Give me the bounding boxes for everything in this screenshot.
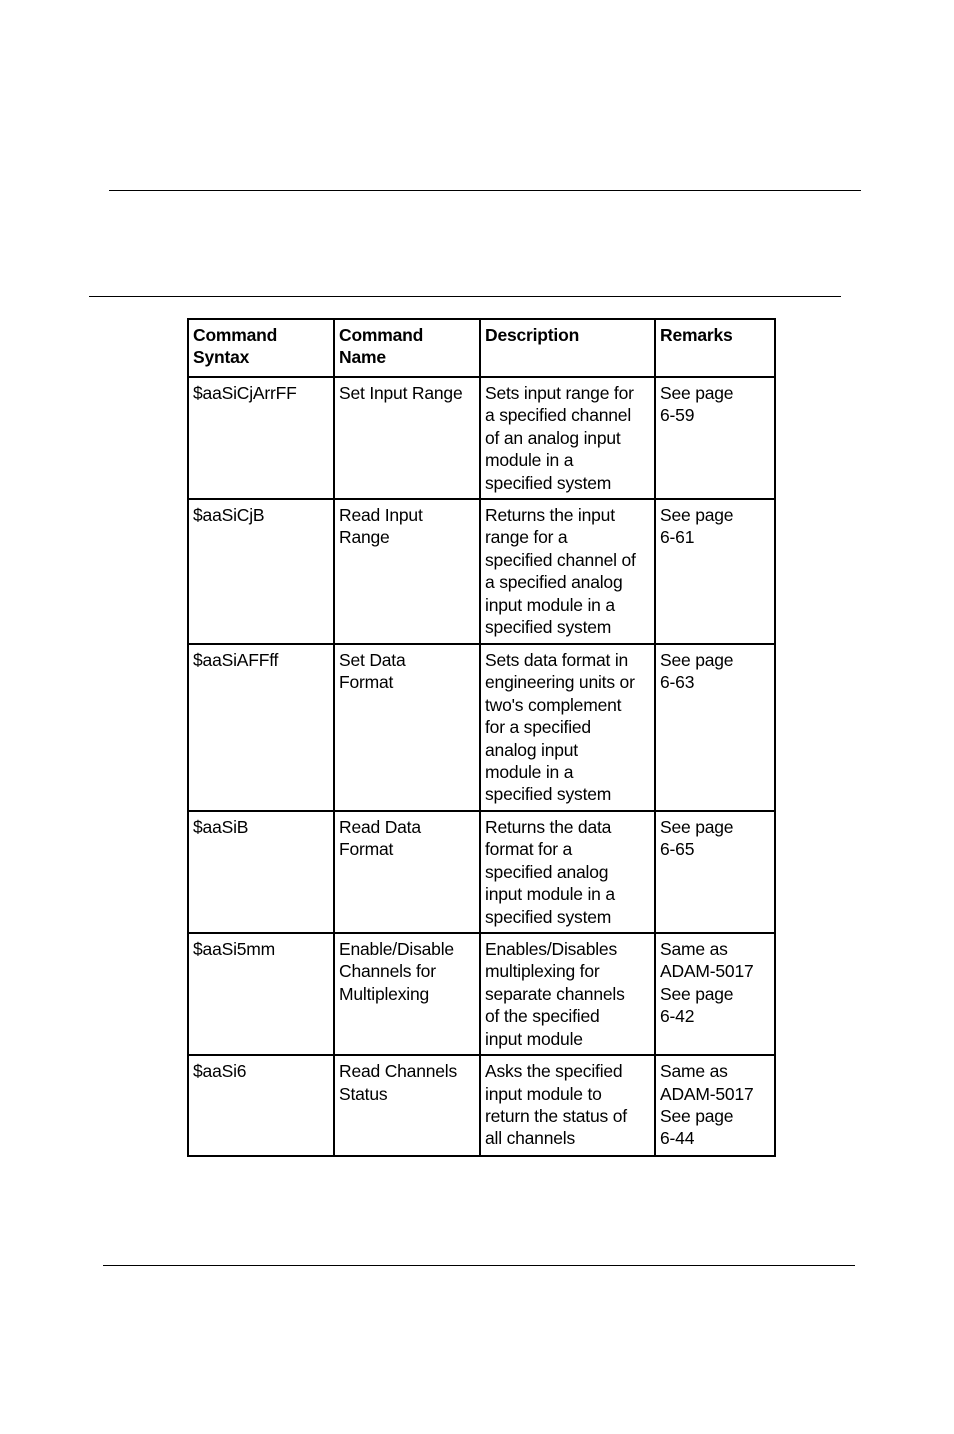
column-header-command-syntax: Command Syntax: [188, 319, 334, 377]
command-syntax-cell: $aaSiCjB: [188, 499, 334, 644]
description-cell: Sets data format in engineering units or two's complement for a specified analog input module in a specified system: [480, 644, 655, 811]
description-cell: Returns the data format for a specified analog input module in a specified system: [480, 811, 655, 933]
command-name-cell: Read Data Format: [334, 811, 480, 933]
table-row: [188, 1055, 775, 1156]
table-row: [188, 377, 775, 499]
table-header-row: [188, 319, 775, 377]
column-header-command-name: Command Name: [334, 319, 480, 377]
remarks-cell: See page 6-63: [655, 644, 775, 811]
column-header-description: Description: [480, 319, 655, 377]
footer-divider-line: [103, 1265, 855, 1266]
description-cell: Returns the input range for a specified channel of a specified analog input module in a specified system: [480, 499, 655, 644]
table-row: [188, 811, 775, 933]
section-divider-line: [89, 296, 841, 297]
column-header-remarks: Remarks: [655, 319, 775, 377]
command-syntax-cell: $aaSi6: [188, 1055, 334, 1156]
command-name-cell: Set Input Range: [334, 377, 480, 499]
header-divider-line: [109, 190, 861, 191]
table-row: [188, 644, 775, 811]
command-syntax-cell: $aaSiCjArrFF: [188, 377, 334, 499]
table-row: [188, 933, 775, 1055]
command-syntax-cell: $aaSi5mm: [188, 933, 334, 1055]
command-name-cell: Read Channels Status: [334, 1055, 480, 1156]
command-syntax-cell: $aaSiAFFff: [188, 644, 334, 811]
command-name-cell: Enable/Disable Channels for Multiplexing: [334, 933, 480, 1055]
remarks-cell: Same as ADAM-5017 See page 6-44: [655, 1055, 775, 1156]
description-cell: Asks the specified input module to return the status of all channels: [480, 1055, 655, 1156]
remarks-cell: See page 6-61: [655, 499, 775, 644]
command-name-cell: Set Data Format: [334, 644, 480, 811]
command-syntax-cell: $aaSiB: [188, 811, 334, 933]
remarks-cell: Same as ADAM-5017 See page 6-42: [655, 933, 775, 1055]
description-cell: Sets input range for a specified channel of an analog input module in a specified system: [480, 377, 655, 499]
table-row: [188, 499, 775, 644]
command-table: [187, 318, 776, 1157]
remarks-cell: See page 6-59: [655, 377, 775, 499]
command-name-cell: Read Input Range: [334, 499, 480, 644]
description-cell: Enables/Disables multiplexing for separate channels of the specified input module: [480, 933, 655, 1055]
remarks-cell: See page 6-65: [655, 811, 775, 933]
